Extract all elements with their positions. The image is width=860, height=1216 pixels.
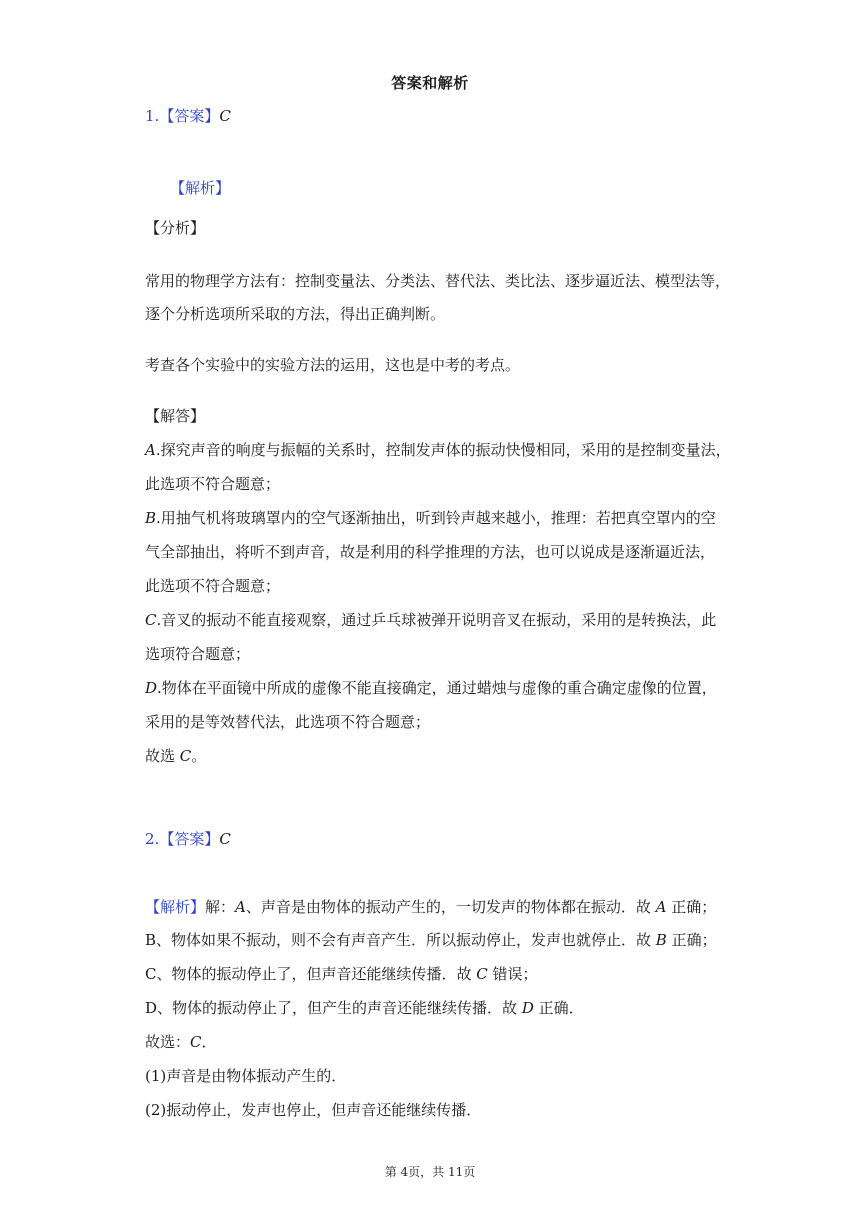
page-footer: 第 4页，共 11页 [384,1165,476,1179]
q1-jieda-tag: 【解答】 [145,407,206,425]
q1-option-d-line1 [145,678,717,698]
q1-answer-line [145,106,231,126]
q2-line4-a: D、物体的振动停止了，但产生的声音还能继续传播．故 [145,999,522,1017]
q2-line7: (2)振动停止，发声也停止，但声音还能继续传播． [145,1101,482,1119]
q2-line1 [145,897,716,917]
q2-answer-value: C [219,830,231,848]
q2-line4-b: 正确． [533,999,584,1017]
q1-option-c-line1 [145,610,716,630]
q1-option-b-letter: B [145,509,157,527]
q1-option-c-text1: .音叉的振动不能直接观察，通过乒乓球被弹开说明音叉在振动，采用的是转换法，此 [156,611,717,629]
q2-analysis-tag: 【解析】 [145,898,206,916]
q1-conclusion-letter: C [179,747,192,765]
q2-line5 [145,1032,217,1052]
q1-option-d-line2: 采用的是等效替代法，此选项不符合题意； [145,713,431,731]
q1-option-b-line3: 此选项不符合题意； [145,577,281,595]
q2-line1-c: 正确； [666,898,717,916]
q1-conclusion-suffix: 。 [191,747,207,765]
q1-fenxi-tag: 【分析】 [145,219,206,237]
q1-option-a-letter: A [145,441,156,459]
q1-option-a-line1 [145,440,731,460]
q2-line5-letter: C [190,1033,202,1051]
q1-analysis-tag: 【解析】 [170,179,231,197]
q2-line1-a: 解： [205,898,236,916]
q2-line1-letter: A [235,898,246,916]
q2-line4-letter: D [521,999,534,1017]
q1-para1-line1: 常用的物理学方法有：控制变量法、分类法、替代法、类比法、逐步逼近法、模型法等， [145,272,731,290]
q1-option-d-text1: .物体在平面镜中所成的虚像不能直接确定，通过蜡烛与虚像的重合确定虚像的位置， [157,679,717,697]
q1-answer-value: C [219,107,231,125]
q2-line2-b: 正确； [666,931,717,949]
q2-answer-line [145,829,231,849]
q2-line4 [145,998,584,1018]
q2-line1-b: 、声音是由物体的振动产生的，一切发声的物体都在振动．故 [245,898,656,916]
q2-line2 [145,930,717,950]
q2-line3-b: 错误； [487,965,538,983]
q2-line6: (1)声音是由物体振动产生的． [145,1067,347,1085]
q1-option-b-text1: .用抽气机将玻璃罩内的空气逐渐抽出，听到铃声越来越小，推理：若把真空罩内的空 [156,509,716,527]
q1-number: 1. [145,107,160,125]
q1-answer-tag: 【答案】 [159,107,220,125]
q1-option-b-line2: 气全部抽出，将听不到声音，故是利用的科学推理的方法，也可以说成是逐渐逼近法， [145,543,716,561]
page-title: 答案和解析 [391,74,469,92]
q1-option-b-line1 [145,508,716,528]
q2-line5-a: 故选： [145,1033,191,1051]
q1-option-d-letter: D [145,679,158,697]
q2-line2-letter: B [655,931,667,949]
q2-line3-letter: C [476,965,488,983]
q2-line3 [145,964,538,984]
q1-option-a-line2: 此选项不符合题意； [145,475,281,493]
q2-line1-letter2: A [655,898,667,916]
q2-line5-b: ． [201,1033,217,1051]
q2-answer-tag: 【答案】 [159,830,220,848]
q2-line2-a: B、物体如果不振动，则不会有声音产生．所以振动停止，发声也就停止．故 [145,931,656,949]
q1-conclusion-prefix: 故选 [145,747,180,765]
q1-option-a-text1: .探究声音的响度与振幅的关系时，控制发声体的振动快慢相同，采用的是控制变量法， [155,441,731,459]
q1-para2: 考查各个实验中的实验方法的运用，这也是中考的考点。 [145,356,521,374]
q1-para1-line2: 逐个分析选项所采取的方法，得出正确判断。 [145,305,446,323]
q1-option-c-line2: 选项符合题意； [145,645,251,663]
q2-number: 2. [145,830,160,848]
q1-option-c-letter: C [145,611,157,629]
q2-line3-a: C、物体的振动停止了，但声音还能继续传播．故 [145,965,477,983]
q1-conclusion [145,746,206,766]
